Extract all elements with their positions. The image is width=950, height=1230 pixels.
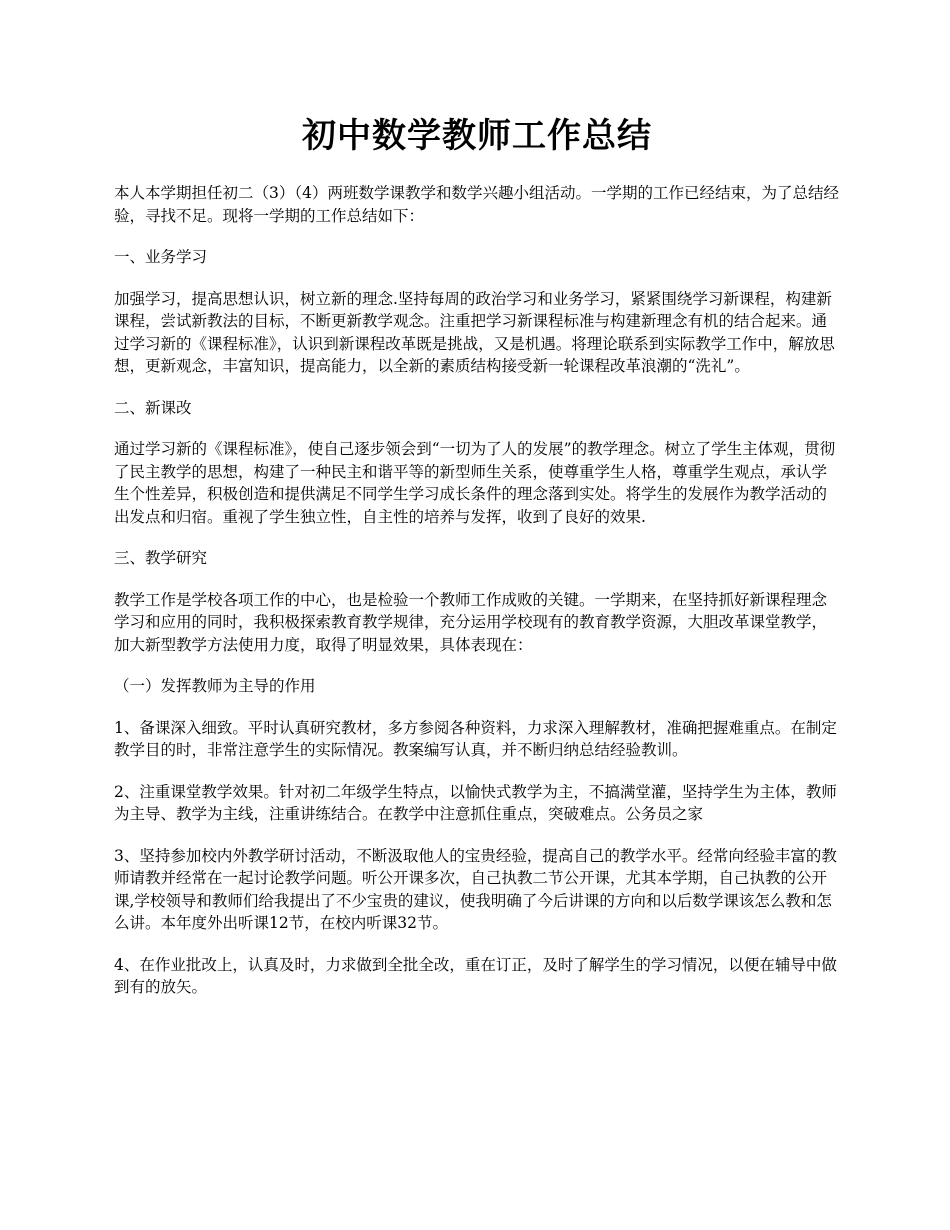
spacer	[114, 419, 840, 438]
paragraph-teaching-research: 教学工作是学校各项工作的中心，也是检验一个教师工作成败的关键。一学期来，在坚持抓好新课程理念学习和应用的同时，我积极探索教育教学规律，充分运用学校现有的教育教学资源，大胆改革课堂教学，加大新型教学方法使用力度，取得了明显效果，具体表现在：	[114, 590, 828, 654]
spacer	[114, 935, 840, 954]
list-item-homework-grading: 4、在作业批改上，认真及时，力求做到全批全改，重在订正，及时了解学生的学习情况，以便在辅导中做到有的放矢。	[114, 955, 837, 996]
section-heading-curriculum-reform: 二、新课改	[114, 398, 192, 417]
section-heading-teaching-research: 三、教学研究	[114, 549, 208, 567]
list-item-research-activities: 3、坚持参加校内外教学研讨活动，不断汲取他人的宝贵经验，提高自己的教学水平。经常向经验丰富的教师请教并经常在一起讨论教学问题。听公开课多次，自己执教二节公开课，尤其本学期，自己执教的公开课,学校领导和教师们给我提出了不少宝贵的建议，使我明确了今后讲课的方向和以后数学课该怎么教和怎么讲。本年度外出听课12节，在校内听课32节。	[114, 846, 837, 932]
spacer	[114, 570, 840, 589]
list-item-classroom-effect: 2、注重课堂教学效果。针对初二年级学生特点，以愉快式教学为主，不搞满堂灌，坚持学生为主体，教师为主导、教学为主线，注重讲练结合。在教学中注意抓住重点，突破难点。公务员之家	[114, 782, 837, 823]
intro-paragraph: 本人本学期担任初二（3）（4）两班数学课教学和数学兴趣小组活动。一学期的工作已经结束，为了总结经验，寻找不足。现将一学期的工作总结如下：	[114, 184, 839, 225]
spacer	[114, 826, 840, 845]
document-page	[114, 108, 840, 999]
list-item-lesson-prep: 1、备课深入细致。平时认真研究教材，多方参阅各种资料，力求深入理解教材，准确把握难重点。在制定教学目的时，非常注意学生的实际情况。教案编写认真，并不断归纳总结经验教训。	[114, 718, 837, 759]
spacer	[114, 656, 840, 675]
paragraph-business-study: 加强学习，提高思想认识，树立新的理念.坚持每周的政治学习和业务学习，紧紧围绕学习新课程，构建新课程，尝试新教法的目标，不断更新教学观念。注重把学习新课程标准与构建新理念有机的结合起来。通过学习新的《课程标准》，认识到新课程改革既是挑战，又是机遇。将理论联系到实际教学工作中，解放思想，更新观念，丰富知识，提高能力，以全新的素质结构接受新一轮课程改革浪潮的“洗礼”。	[114, 289, 835, 375]
spacer	[114, 762, 840, 781]
document-title: 初中数学教师工作总结	[302, 116, 652, 156]
spacer	[114, 269, 840, 288]
subsection-heading-teacher-role: （一）发挥教师为主导的作用	[114, 677, 316, 695]
spacer	[114, 227, 840, 246]
spacer	[114, 528, 840, 547]
spacer	[114, 378, 840, 397]
spacer	[114, 698, 840, 717]
section-heading-business-study: 一、业务学习	[114, 248, 208, 266]
paragraph-curriculum-reform: 通过学习新的《课程标准》，使自己逐步领会到“一切为了人的发展”的教学理念。树立了学生主体观，贯彻了民主教学的思想，构建了一种民主和谐平等的新型师生关系，使尊重学生人格，尊重学生观点，承认学生个性差异，积极创造和提供满足不同学生学习成长条件的理念落到实处。将学生的发展作为教学活动的出发点和归宿。重视了学生独立性，自主性的培养与发挥，收到了良好的效果.	[114, 440, 836, 526]
title-spacer	[114, 164, 840, 182]
